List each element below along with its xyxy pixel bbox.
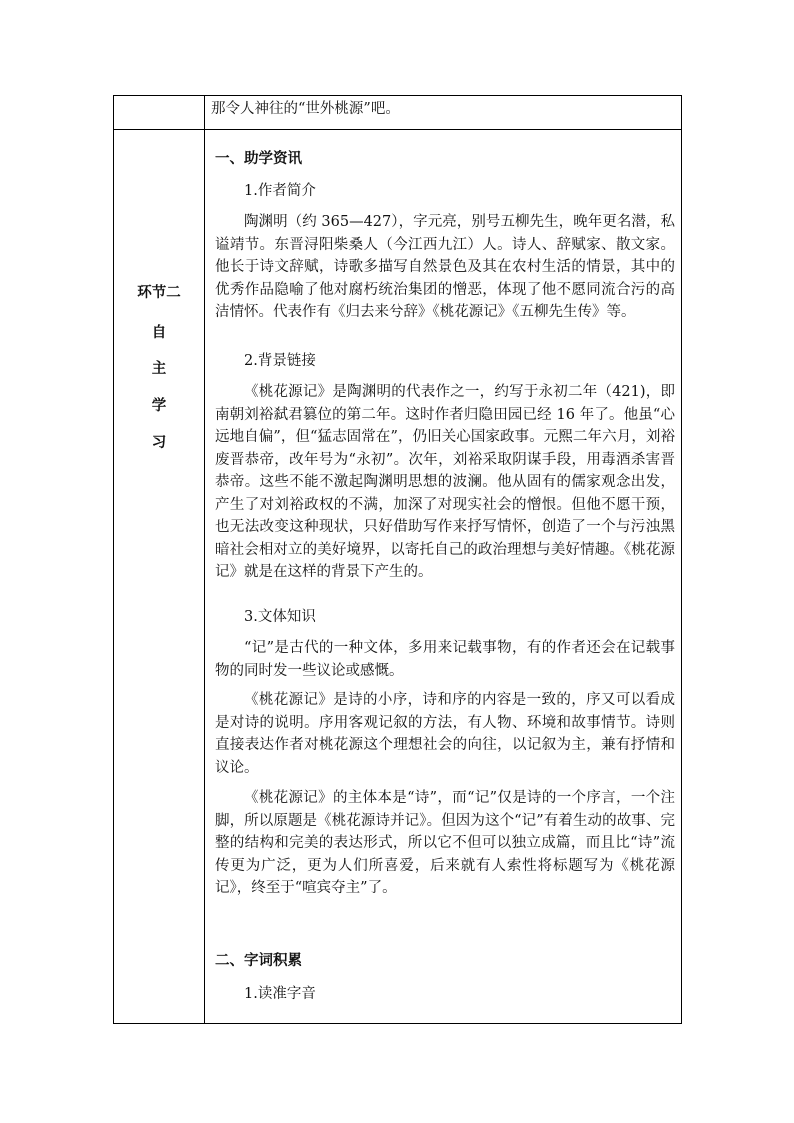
paragraph-author: 陶渊明（约 365—427），字元亮，别号五柳先生，晚年更名潜，私谥靖节。东晋浔阳柴桑人（今江西九江）人。诗人、辞赋家、散文家。他长于诗文辞赋，诗歌多描写自然景色及其在农村生活的情景，其中的优秀作品隐喻了他对腐朽统治集团的憎恶，体现了他不愿同流合污的高洁情怀。代表作有《归去来兮辞》《桃花源记》《五柳先生传》等。 bbox=[215, 214, 675, 320]
table-row-self-study bbox=[114, 130, 682, 1024]
paragraph-genre-3: 《桃花源记》的主体本是“诗”，而“记”仅是诗的一个序言，一个注脚，所以原题是《桃花源诗并记》。但因为这个“记”有着生动的故事、完整的结构和完美的表达形式，所以它不但可以独立成篇，而且比“诗”流传更为广泛，更为人们所喜爱，后来就有人索性将标题写为《桃花源记》，终至于“喧宾夺主”了。 bbox=[215, 790, 675, 896]
lesson-table bbox=[113, 95, 682, 1024]
section-label-title: 环节二 bbox=[137, 285, 181, 301]
heading-study-info: 一、助学资讯 bbox=[215, 151, 302, 167]
subheading-background: 2.背景链接 bbox=[244, 353, 316, 369]
intro-right-cell bbox=[205, 96, 682, 130]
intro-left-cell bbox=[114, 96, 205, 130]
heading-vocabulary: 二、字词积累 bbox=[215, 953, 302, 969]
paragraph-genre-1: “记”是古代的一种文体，多用来记载事物，有的作者还会在记载事物的同时发一些议论或感慨。 bbox=[215, 640, 675, 679]
content-cell bbox=[205, 130, 682, 1024]
intro-text: 那令人神往的“世外桃源”吧。 bbox=[211, 101, 400, 117]
subheading-author: 1.作者简介 bbox=[244, 183, 316, 199]
section-label-char-1: 自 bbox=[151, 325, 167, 341]
subheading-genre: 3.文体知识 bbox=[244, 609, 316, 625]
section-label-char-4: 习 bbox=[151, 435, 167, 451]
subheading-pronunciation: 1.读准字音 bbox=[244, 986, 316, 1002]
table-row-intro bbox=[114, 96, 682, 130]
section-label-char-3: 学 bbox=[151, 398, 167, 414]
section-label-char-2: 主 bbox=[151, 361, 167, 377]
section-label-cell bbox=[114, 130, 205, 1024]
paragraph-genre-2: 《桃花源记》是诗的小序，诗和序的内容是一致的，序又可以看成是对诗的说明。序用客观记叙的方法，有人物、环境和故事情节。诗则直接表达作者对桃花源这个理想社会的向往，以记叙为主，兼有抒情和议论。 bbox=[215, 692, 675, 776]
paragraph-background: 《桃花源记》是陶渊明的代表作之一，约写于永初二年（421)，即南朝刘裕弑君篡位的第二年。这时作者归隐田园已经 16 年了。他虽“心远地自偏”，但“猛志固常在”，仍旧关心国家政事。元熙二年六月，刘裕废晋恭帝，改年号为“永初”。次年，刘裕采取阴谋手段，用毒酒杀害晋恭帝。这些不能不激起陶渊明思想的波澜。他从固有的儒家观念出发，产生了对刘裕政权的不满，加深了对现实社会的憎恨。但他不愿干预，也无法改变这种现状，只好借助写作来抒写情怀，创造了一个与污浊黑暗社会相对立的美好境界，以寄托自己的政治理想与美好情趣。《桃花源记》就是在这样的背景下产生的。 bbox=[215, 384, 675, 580]
